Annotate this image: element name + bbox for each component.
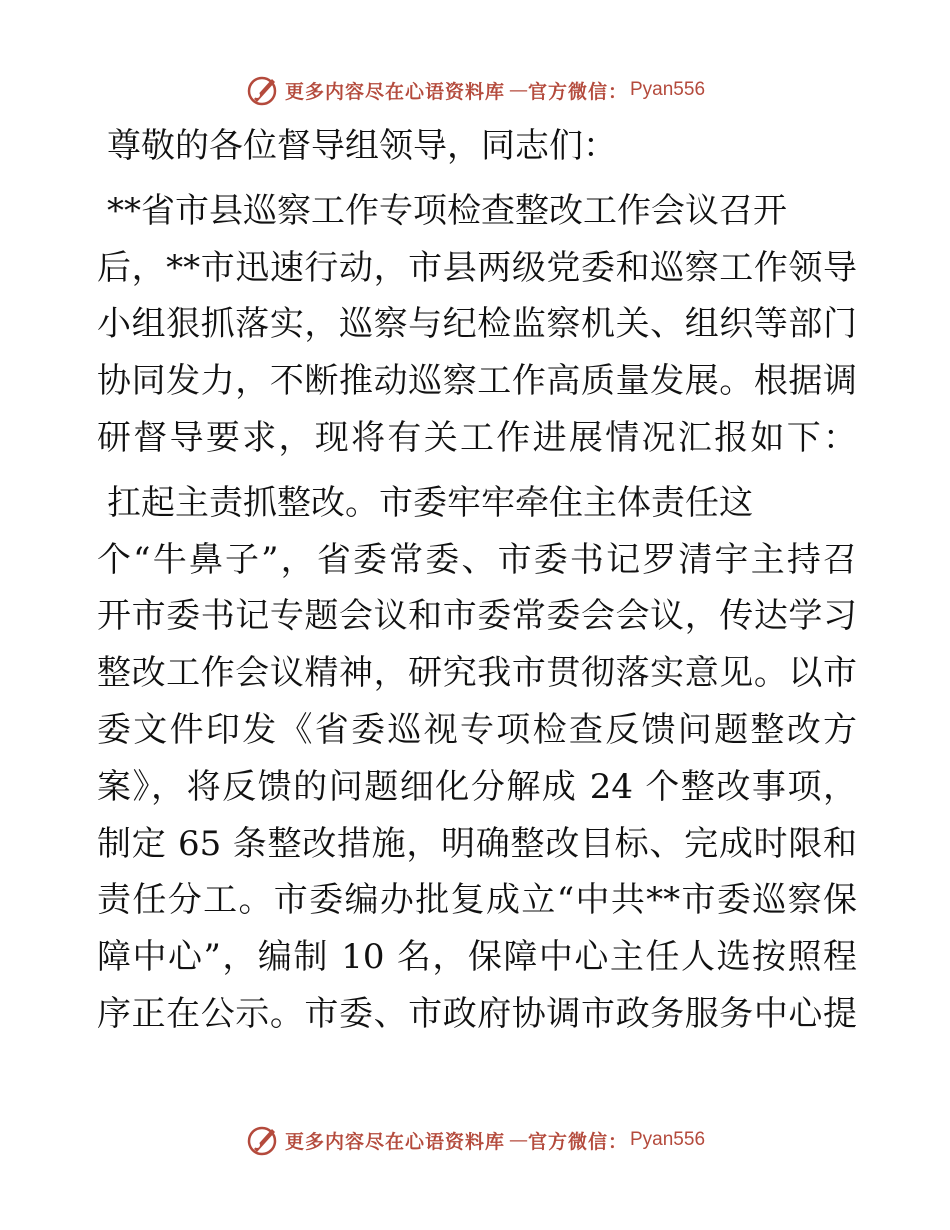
- paragraph-line: **省市县巡察工作专项检查整改工作会议召开: [107, 190, 787, 231]
- banner-wechat-id: Pyan556: [630, 1129, 706, 1150]
- paragraph-line: 整改工作会议精神，研究我市贯彻落实意见。以市: [97, 653, 857, 694]
- banner-separator: —: [508, 79, 528, 101]
- pen-logo-icon: [245, 1122, 281, 1158]
- paragraph-line: 研督导要求，现将有关工作进展情况汇报如下：: [97, 417, 857, 458]
- paragraph-2: [97, 475, 857, 1043]
- paragraph-line: 制定 65 条整改措施，明确整改目标、完成时限和: [97, 823, 857, 864]
- paragraph-line: 后，**市迅速行动，市县两级党委和巡察工作领导: [97, 247, 857, 288]
- paragraph-line: 小组狠抓落实，巡察与纪检监察机关、组织等部门: [97, 304, 857, 345]
- banner-wechat-label: 官方微信：: [527, 80, 628, 103]
- banner-text: 更多内容尽在心语资料库: [284, 80, 505, 103]
- paragraph-line: 协同发力，不断推动巡察工作高质量发展。根据调: [97, 361, 857, 402]
- paragraph-line: 开市委书记专题会议和市委常委会会议，传达学习: [97, 596, 857, 637]
- paragraph-line: 责任分工。市委编办批复成立“中共**市委巡察保: [97, 880, 857, 921]
- paragraph-line: 委文件印发《省委巡视专项检查反馈问题整改方: [97, 709, 857, 750]
- banner-wechat-id: Pyan556: [630, 79, 706, 100]
- paragraph-line: 障中心”，编制 10 名，保障中心主任人选按照程: [97, 937, 857, 978]
- banner-separator: —: [508, 1129, 528, 1151]
- document-body: [97, 118, 857, 1043]
- paragraph-line: 案》，将反馈的问题细化分解成 24 个整改事项，: [97, 766, 857, 807]
- footer-watermark-banner: [0, 1120, 950, 1160]
- pen-logo-icon: [245, 72, 281, 108]
- paragraph-1: [97, 183, 857, 467]
- paragraph-line: 扛起主责抓整改。市委牢牢牵住主体责任这: [107, 482, 753, 523]
- paragraph-line: 个“牛鼻子”，省委常委、市委书记罗清宇主持召: [97, 539, 857, 580]
- banner-wechat-label: 官方微信：: [527, 1130, 628, 1153]
- banner-text: 更多内容尽在心语资料库: [284, 1130, 505, 1153]
- header-watermark-banner: [0, 70, 950, 110]
- paragraph-line: 序正在公示。市委、市政府协调市政务服务中心提: [97, 993, 857, 1034]
- salutation: 尊敬的各位督导组领导，同志们：: [107, 126, 617, 166]
